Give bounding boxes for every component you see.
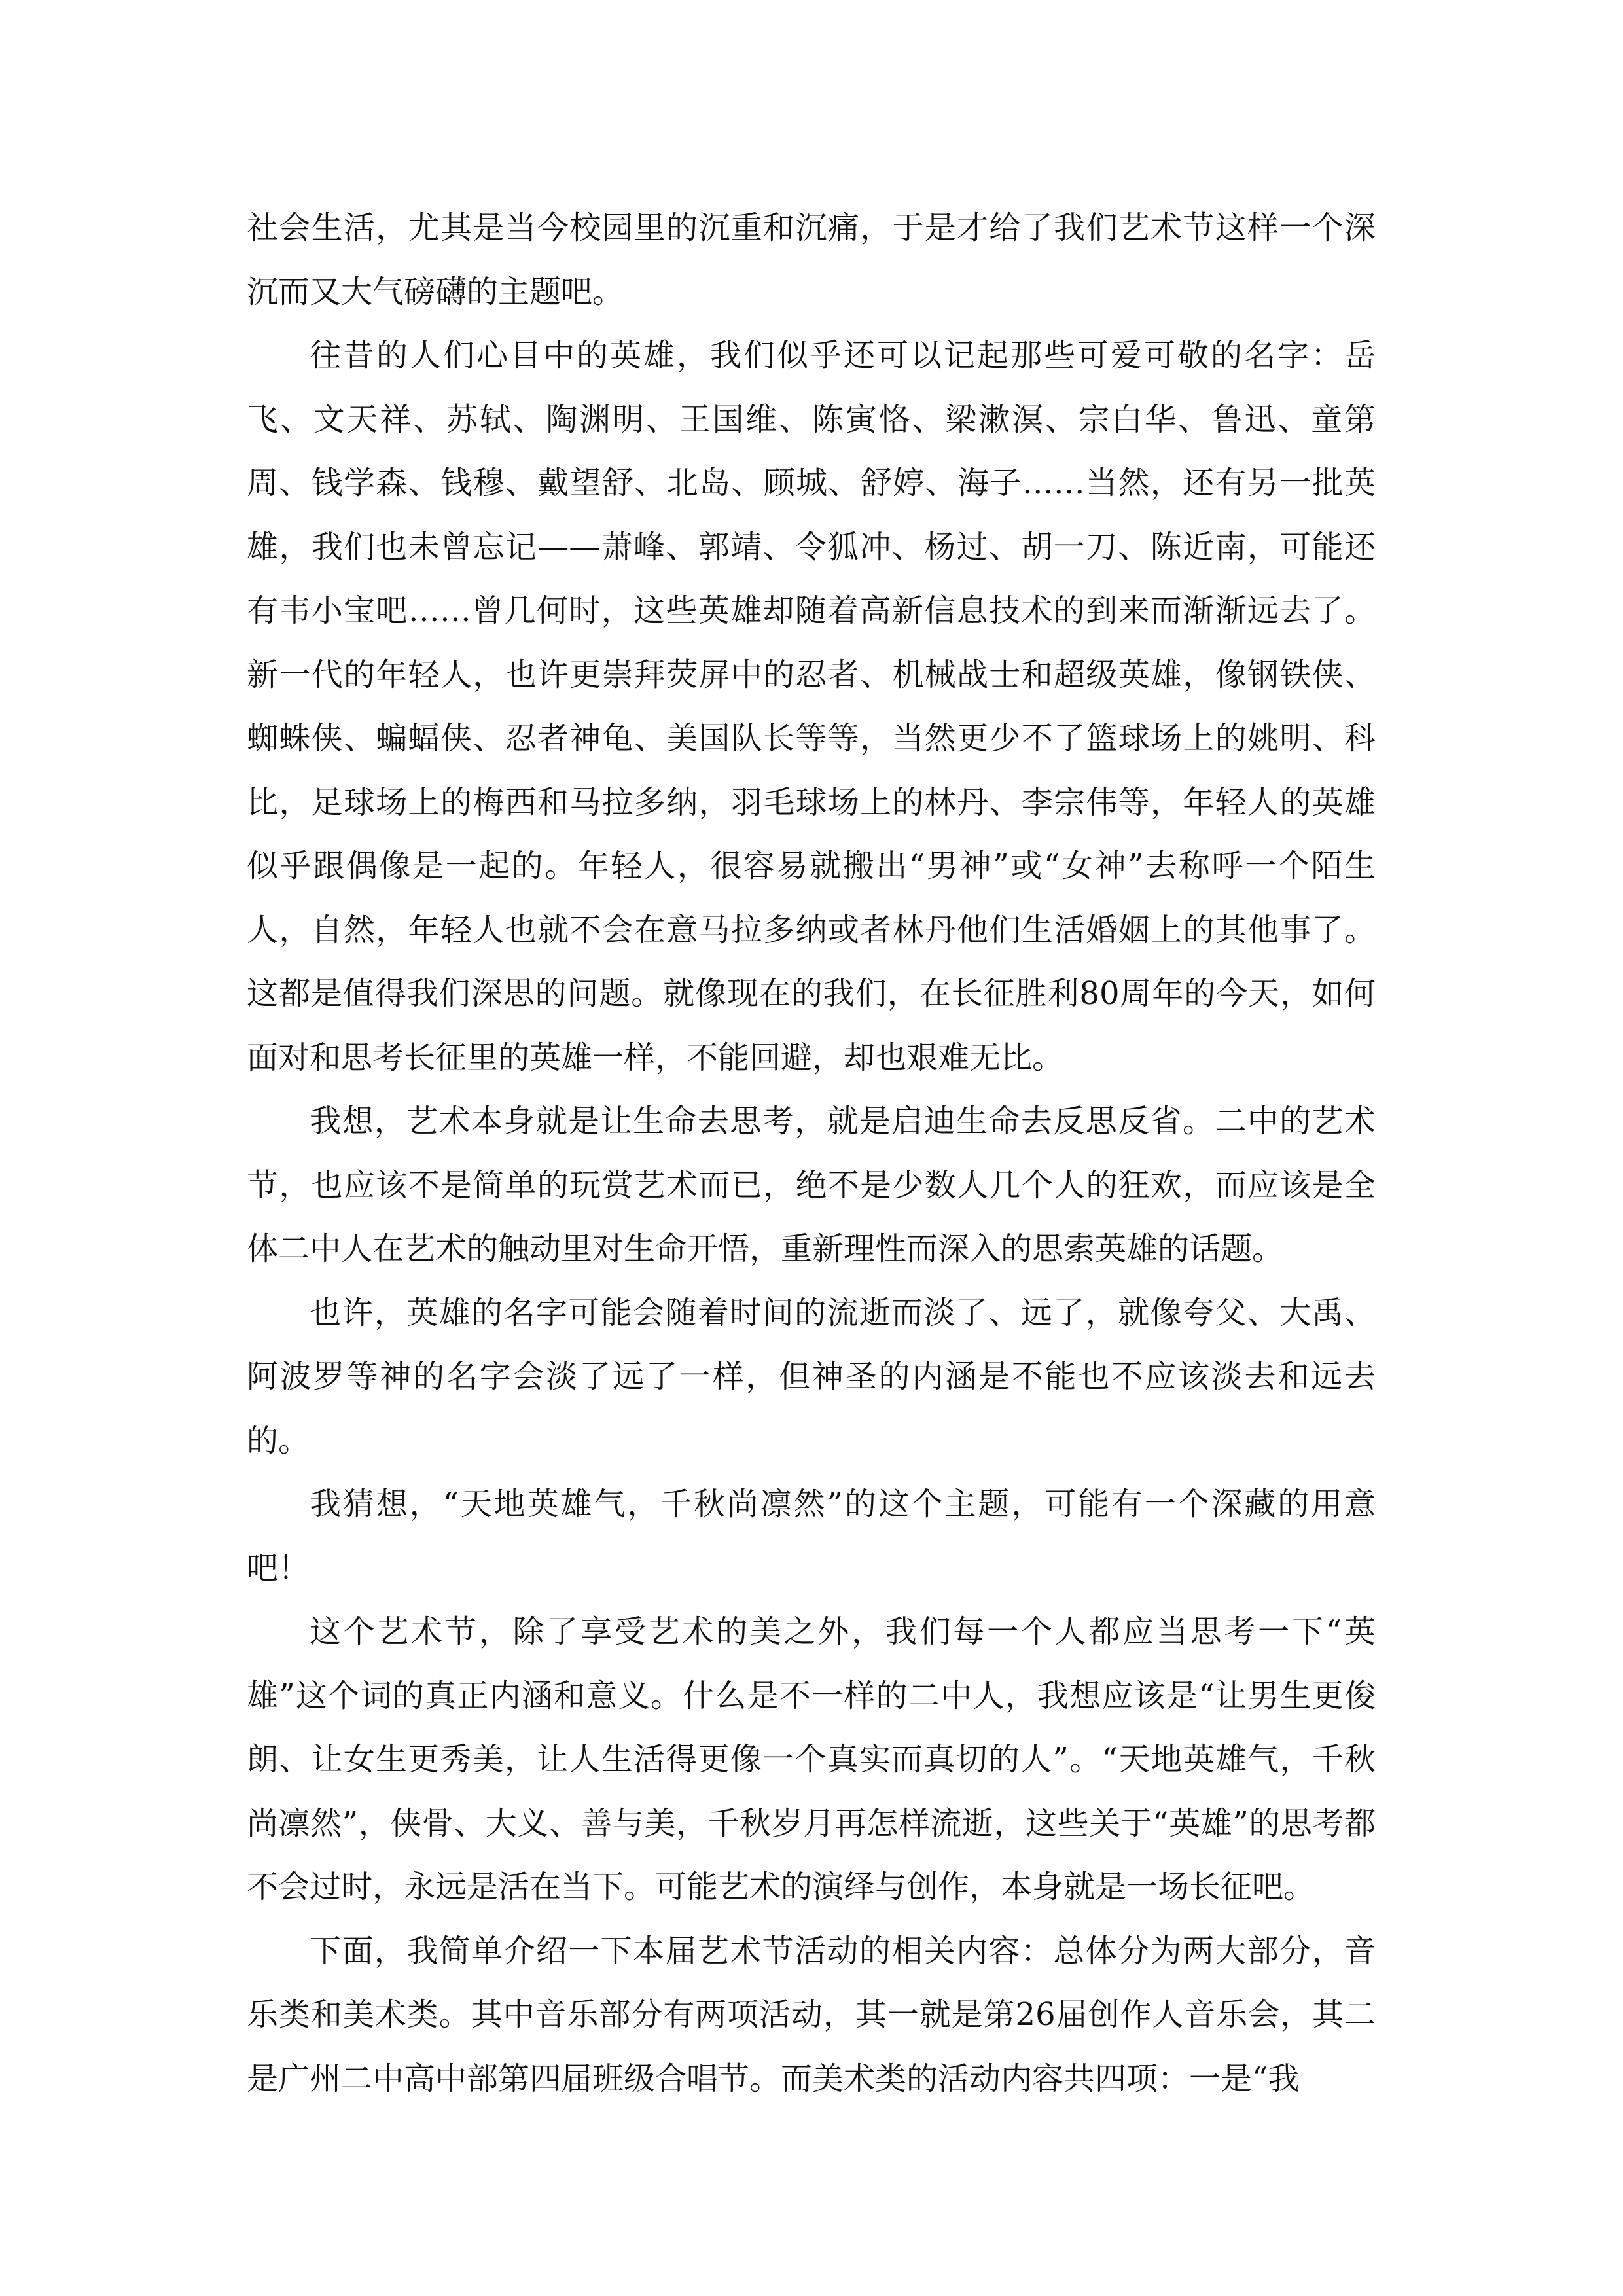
paragraph-festival-content: 下面，我简单介绍一下本届艺术节活动的相关内容：总体分为两大部分，音乐类和美术类。其中音乐部分有两项活动，其一就是第26届创作人音乐会，其二是广州二中高中部第四届班级合唱节。而美术类的活动内容共四项：一是“我 [247, 1932, 1376, 2097]
paragraph-art-reflection: 我想，艺术本身就是让生命去思考，就是启迪生命去反思反省。二中的艺术节，也应该不是简单的玩赏艺术而已，绝不是少数人几个人的狂欢，而应该是全体二中人在艺术的触动里对生命开悟，重新理性而深入的思索英雄的话题。 [247, 1103, 1376, 1267]
paragraph-hero-meaning: 这个艺术节，除了享受艺术的美之外，我们每一个人都应当思考一下“英雄”这个词的真正内涵和意义。什么是不一样的二中人，我想应该是“让男生更俊朗、让女生更秀美，让人生活得更像一个真实而真切的人”。“天地英雄气，千秋尚凛然”，侠骨、大义、善与美，千秋岁月再怎样流逝，这些关于“英雄”的思考都不会过时，永远是活在当下。可能艺术的演绎与创作，本身就是一场长征吧。 [247, 1613, 1376, 1905]
paragraph-theme-guess: 我猜想，“天地英雄气，千秋尚凛然”的这个主题，可能有一个深藏的用意吧！ [247, 1486, 1376, 1587]
document-body [247, 196, 1376, 2111]
paragraph-continued: 社会生活，尤其是当今校园里的沉重和沉痛，于是才给了我们艺术节这样一个深沉而又大气磅礴的主题吧。 [247, 209, 1376, 310]
paragraph-heroes-past: 往昔的人们心目中的英雄，我们似乎还可以记起那些可爱可敬的名字：岳飞、文天祥、苏轼、陶渊明、王国维、陈寅恪、梁漱溟、宗白华、鲁迅、童第周、钱学森、钱穆、戴望舒、北岛、顾城、舒婷、海子……当然，还有另一批英雄，我们也未曾忘记——萧峰、郭靖、令狐冲、杨过、胡一刀、陈近南，可能还有韦小宝吧……曾几何时，这些英雄却随着高新信息技术的到来而渐渐远去了。新一代的年轻人，也许更崇拜荧屏中的忍者、机械战士和超级英雄，像钢铁侠、蜘蛛侠、蝙蝠侠、忍者神龟、美国队长等等，当然更少不了篮球场上的姚明、科比，足球场上的梅西和马拉多纳，羽毛球场上的林丹、李宗伟等，年轻人的英雄似乎跟偶像是一起的。年轻人，很容易就搬出“男神”或“女神”去称呼一个陌生人，自然，年轻人也就不会在意马拉多纳或者林丹他们生活婚姻上的其他事了。这都是值得我们深思的问题。就像现在的我们，在长征胜利80周年的今天，如何面对和思考长征里的英雄一样，不能回避，却也艰难无比。 [247, 337, 1376, 1076]
paragraph-names-fade: 也许，英雄的名字可能会随着时间的流逝而淡了、远了，就像夸父、大禹、阿波罗等神的名字会淡了远了一样，但神圣的内涵是不能也不应该淡去和远去的。 [247, 1294, 1376, 1459]
